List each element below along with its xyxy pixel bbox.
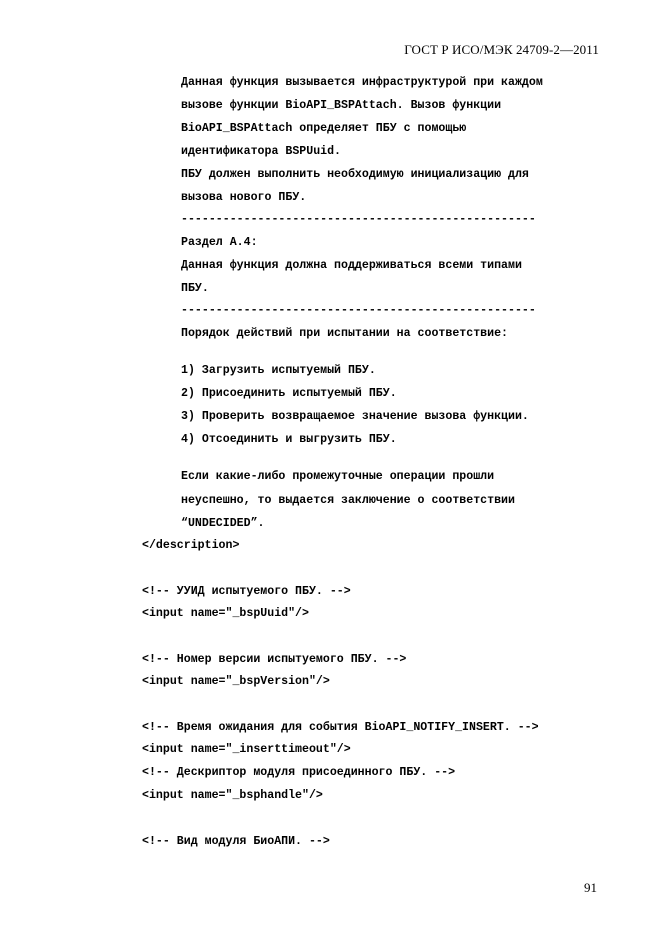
section-heading: Раздел А.4:	[181, 236, 258, 249]
xml-element: <input name="_bsphandle"/>	[142, 789, 323, 802]
xml-comment: <!-- УУИД испытуемого ПБУ. -->	[142, 585, 351, 598]
list-item: 1) Загрузить испытуемый ПБУ.	[181, 364, 376, 377]
page-number: 91	[584, 880, 597, 895]
code-line: “UNDECIDED”.	[181, 517, 265, 530]
code-line: Данная функция вызывается инфраструктурой при каждом	[181, 76, 543, 89]
code-line: неуспешно, то выдается заключение о соответствии	[181, 494, 515, 507]
code-line: вызове функции BioAPI_BSPAttach. Вызов функции	[181, 99, 502, 112]
list-item: 4) Отсоединить и выгрузить ПБУ.	[181, 433, 397, 446]
code-line: </description>	[142, 539, 240, 552]
code-listing	[0, 76, 661, 848]
code-line: ПБУ.	[181, 282, 209, 295]
code-line: Если какие-либо промежуточные операции прошли	[181, 470, 495, 483]
list-item: 3) Проверить возвращаемое значение вызова функции.	[181, 410, 529, 423]
xml-comment: <!-- Номер версии испытуемого ПБУ. -->	[142, 653, 407, 666]
xml-element: <input name="_bspVersion"/>	[142, 675, 330, 688]
xml-element: <input name="_bspUuid"/>	[142, 607, 309, 620]
xml-comment: <!-- Вид модуля БиоАПИ. -->	[142, 835, 330, 848]
code-line: Порядок действий при испытании на соответствие:	[181, 327, 508, 340]
code-line: ПБУ должен выполнить необходимую инициализацию для	[181, 168, 529, 181]
code-line: идентификатора BSPUuid.	[181, 145, 342, 158]
xml-element: <input name="_inserttimeout"/>	[142, 743, 351, 756]
document-header: ГОСТ Р ИСО/МЭК 24709-2—2011	[404, 42, 599, 57]
code-line: BioAPI_BSPAttach определяет ПБУ с помощью	[181, 122, 467, 135]
code-line: вызова нового ПБУ.	[181, 191, 307, 204]
xml-comment: <!-- Время ожидания для события BioAPI_NOTIFY_INSERT. -->	[142, 721, 539, 734]
xml-comment: <!-- Дескриптор модуля присоединного ПБУ. -->	[142, 766, 456, 779]
separator-line: ---------------------------------------------------	[181, 213, 536, 226]
code-line: Данная функция должна поддерживаться всеми типами	[181, 259, 522, 272]
separator-line: ---------------------------------------------------	[181, 304, 536, 317]
list-item: 2) Присоединить испытуемый ПБУ.	[181, 387, 397, 400]
